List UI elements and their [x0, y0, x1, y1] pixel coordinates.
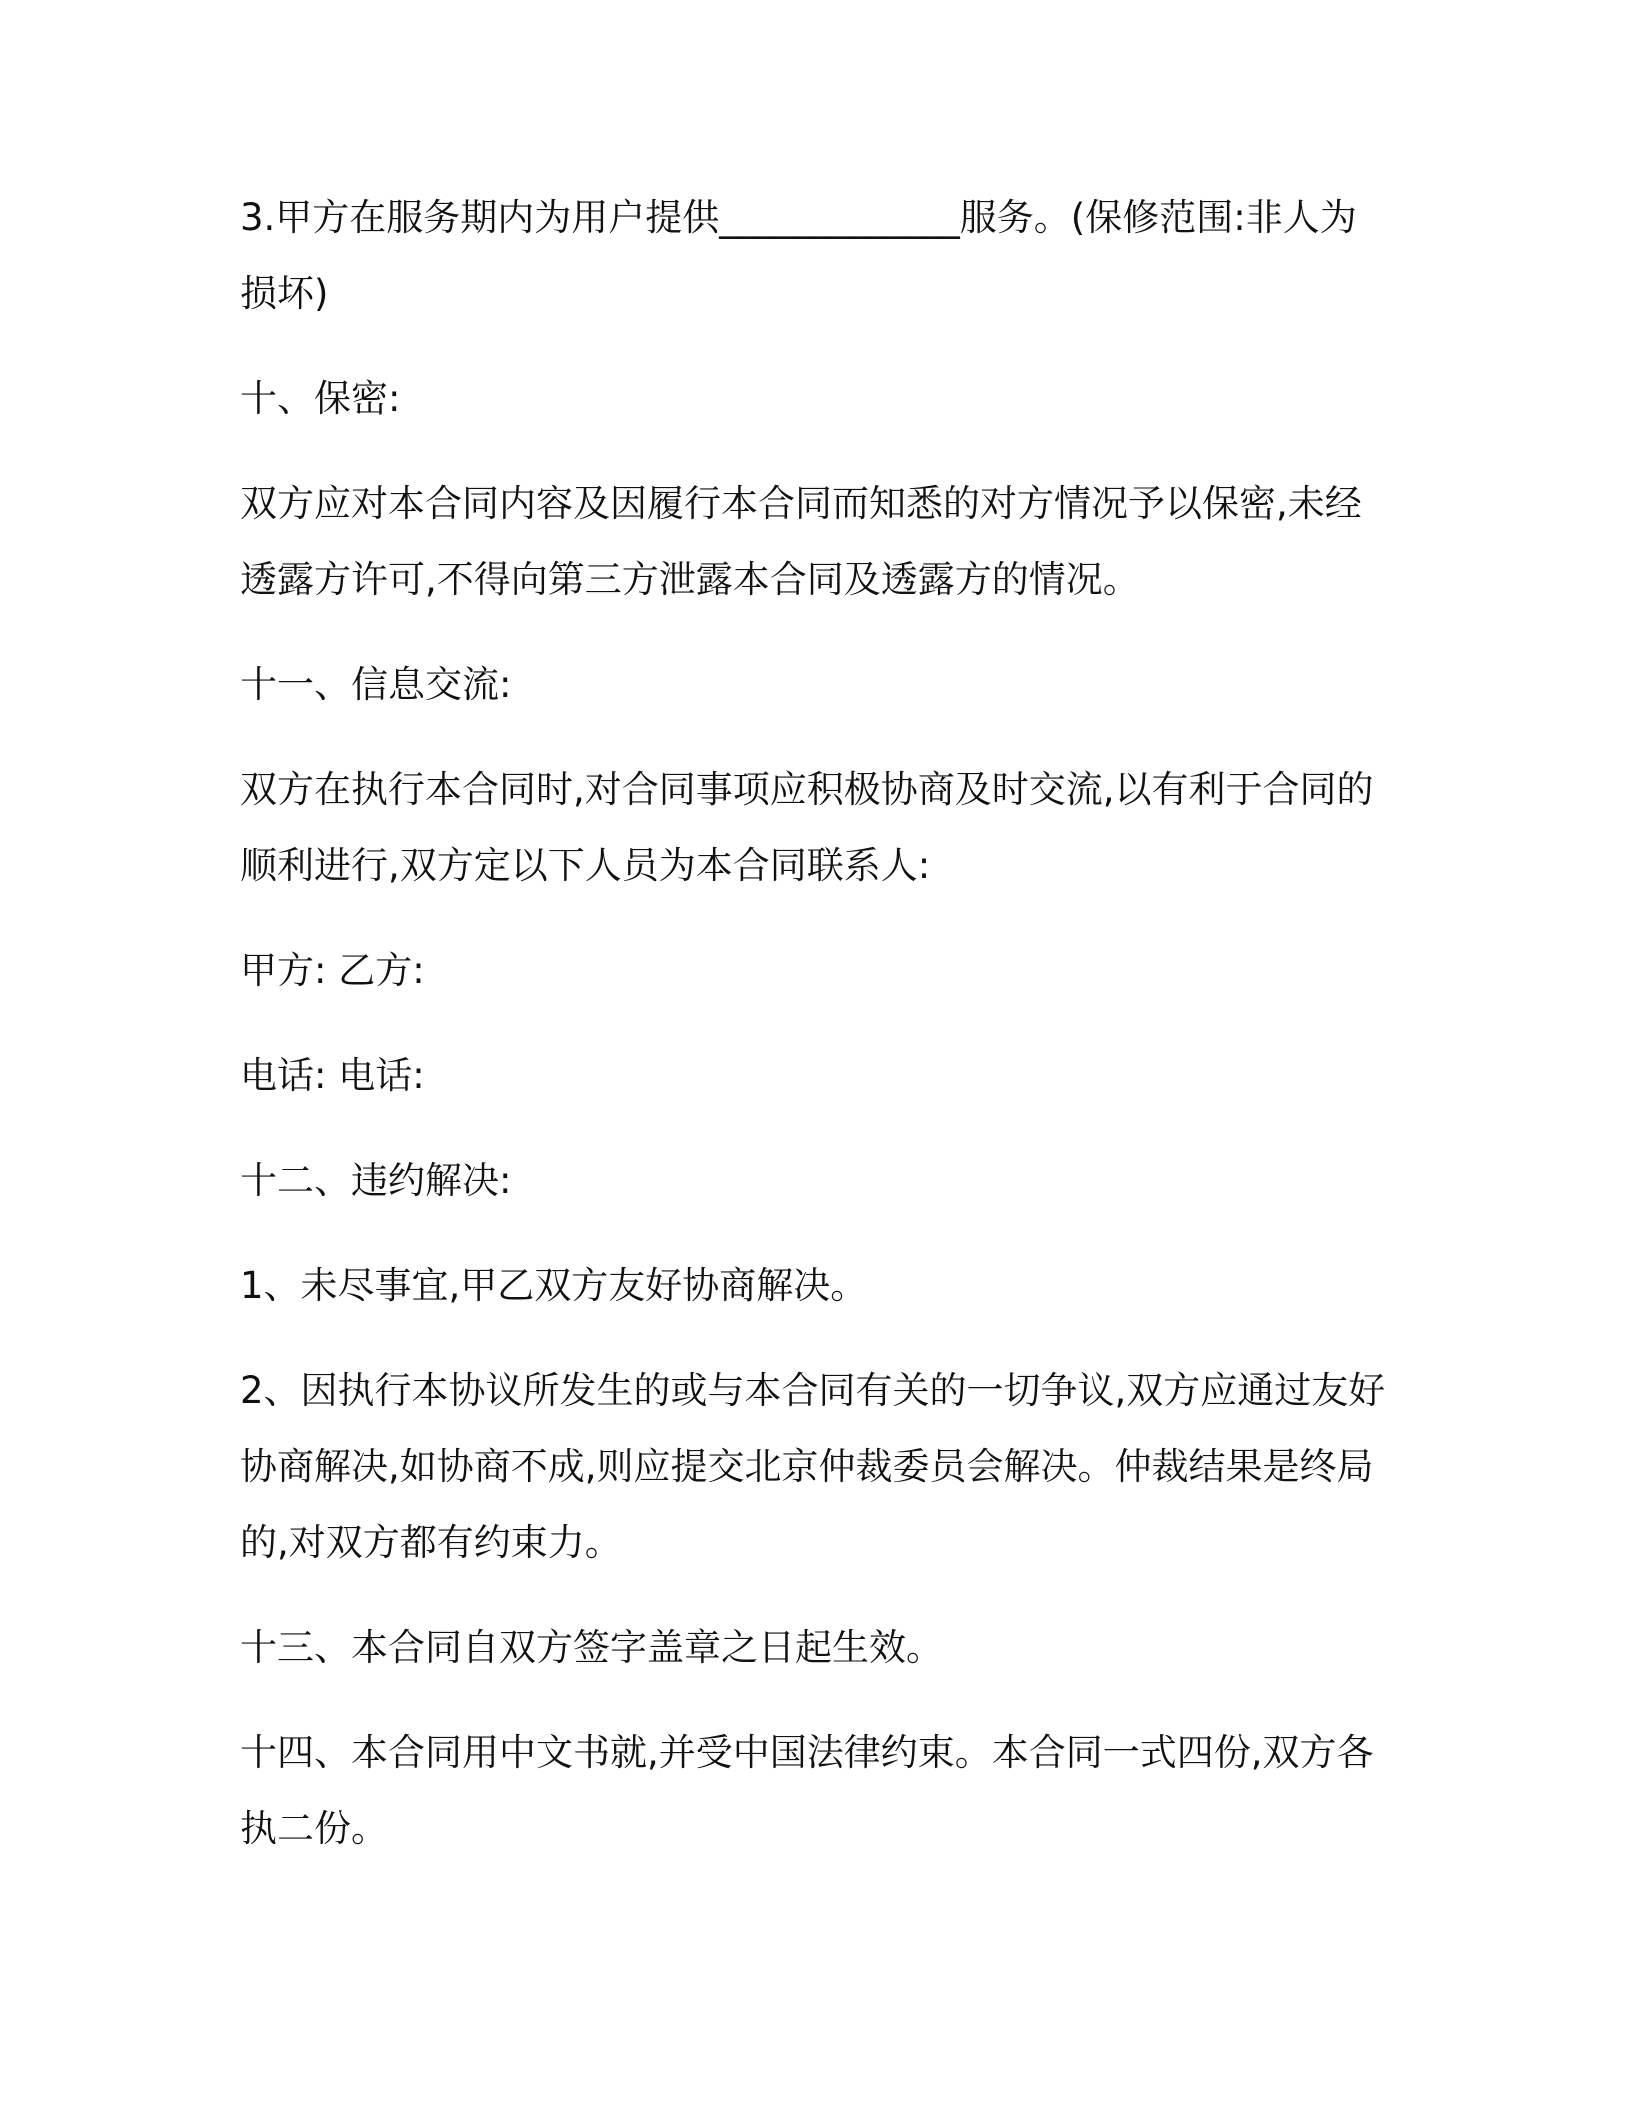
section-10-heading: 十、保密:: [240, 377, 401, 420]
section-12-heading: 十二、违约解决:: [240, 1159, 512, 1202]
section-14-language: 十四、本合同用中文书就,并受中国法律约束。本合同一式四份,双方各执二份。: [240, 1731, 1374, 1850]
section-13-effective: 十三、本合同自双方签字盖章之日起生效。: [240, 1626, 943, 1669]
contacts-phone-line: 电话: 电话:: [240, 1054, 425, 1097]
section-11-heading: 十一、信息交流:: [240, 663, 512, 706]
contacts-party-line: 甲方: 乙方:: [240, 949, 425, 992]
confidentiality-paragraph: 双方应对本合同内容及因履行本合同而知悉的对方情况予以保密,未经透露方许可,不得向第三方泄露本合同及透露方的情况。: [240, 482, 1362, 601]
dispute-item-1: 1、未尽事宜,甲乙双方友好协商解决。: [240, 1264, 868, 1307]
clause-3-service-paragraph: 3.甲方在服务期内为用户提供_____________服务。(保修范围:非人为损坏): [240, 196, 1357, 315]
document-body: [240, 180, 1390, 1867]
information-exchange-paragraph: 双方在执行本合同时,对合同事项应积极协商及时交流,以有利于合同的顺利进行,双方定以下人员为本合同联系人:: [240, 768, 1374, 887]
dispute-item-2: 2、因执行本协议所发生的或与本合同有关的一切争议,双方应通过友好协商解决,如协商不成,则应提交北京仲裁委员会解决。仲裁结果是终局的,对双方都有约束力。: [240, 1369, 1386, 1564]
